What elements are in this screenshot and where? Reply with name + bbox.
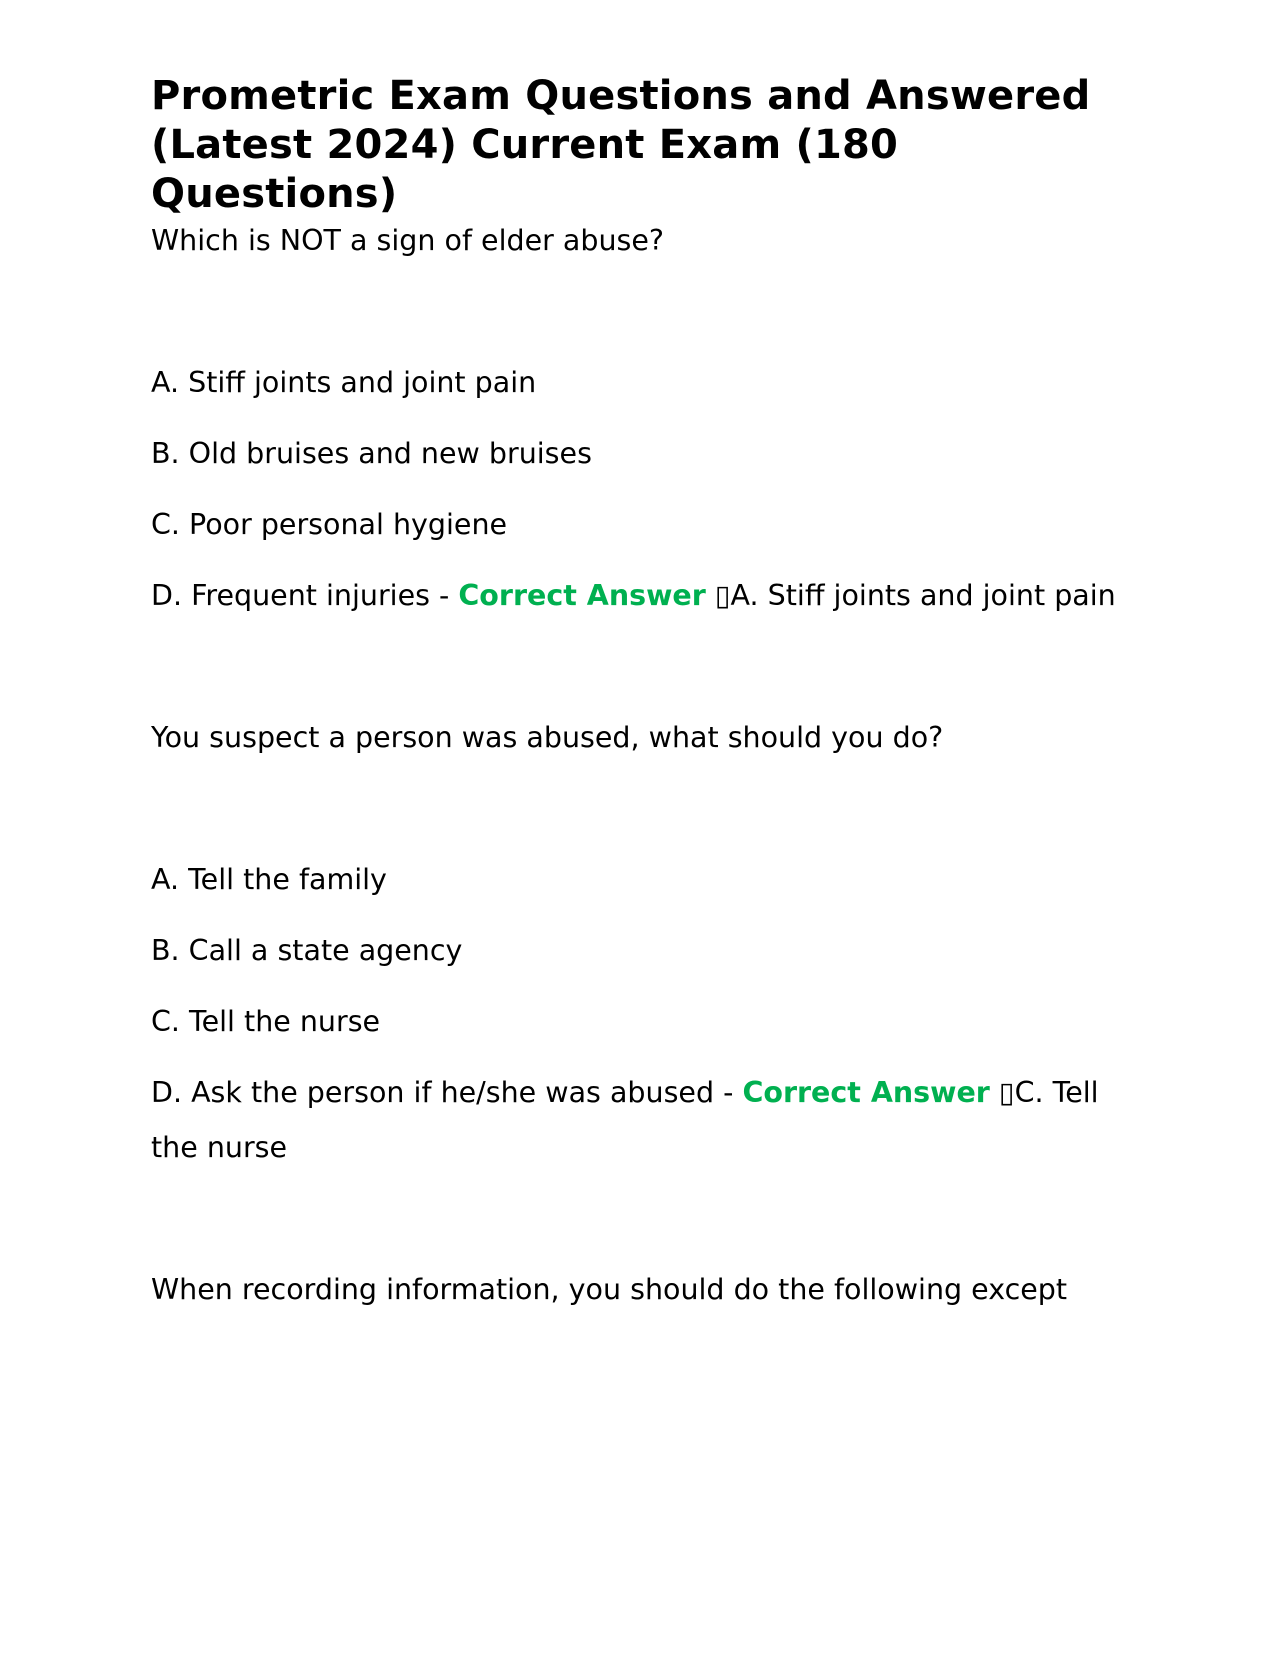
correct-answer-label: Correct Answer [458, 579, 706, 612]
question-2-option-d-text: D. Ask the person if he/she was abused - [151, 1076, 743, 1109]
question-1-option-d-text: D. Frequent injuries - [151, 579, 459, 612]
answer-mark-icon: ▯ [998, 1076, 1015, 1109]
answer-mark-icon: ▯ [714, 579, 731, 612]
question-1-option-c: C. Poor personal hygiene [151, 508, 508, 541]
correct-answer-label: Correct Answer [742, 1076, 990, 1109]
question-1-answer: A. Stiff joints and joint pain [730, 579, 1116, 612]
document-page [151, 72, 1141, 1317]
question-1-text: Which is NOT a sign of elder abuse? [151, 224, 665, 257]
question-3-text: When recording information, you should do the following except [151, 1273, 1068, 1306]
document-title: Prometric Exam Questions and Answered (Latest 2024) Current Exam (180 Questions) [151, 73, 1091, 217]
question-1-option-a: A. Stiff joints and joint pain [151, 366, 537, 399]
question-1-option-d [151, 568, 1141, 623]
question-2-option-a: A. Tell the family [151, 863, 387, 896]
question-2-answer: C. Tell the nurse [151, 1076, 1099, 1164]
question-2-text: You suspect a person was abused, what should you do? [151, 721, 944, 754]
question-2-option-c: C. Tell the nurse [151, 1005, 381, 1038]
question-2-option-d [151, 1065, 1141, 1175]
question-1-option-b: B. Old bruises and new bruises [151, 437, 592, 470]
question-2-option-b: B. Call a state agency [151, 934, 463, 967]
